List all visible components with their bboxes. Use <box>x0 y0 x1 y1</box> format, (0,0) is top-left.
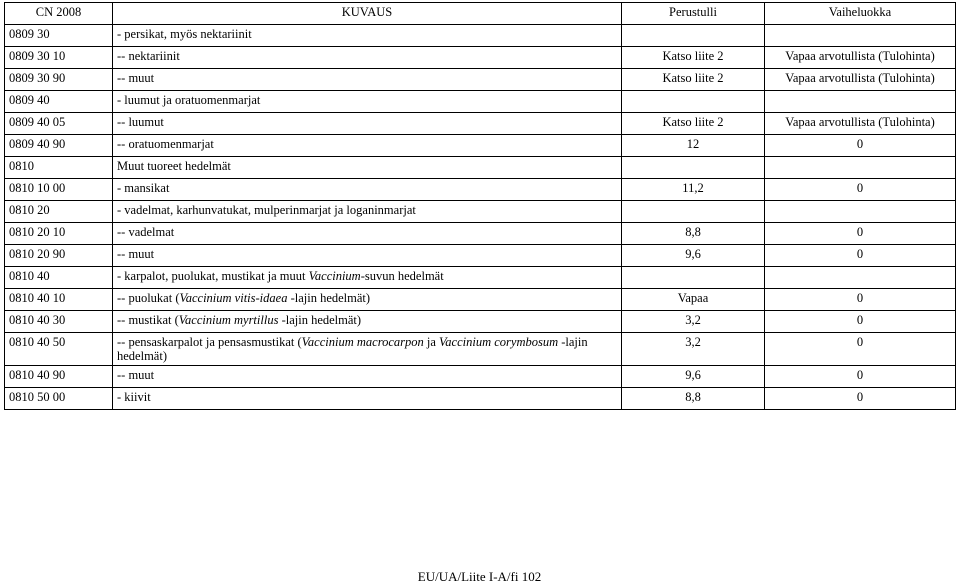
cn-code-cell: 0809 40 <box>5 91 113 113</box>
table-row <box>5 201 956 223</box>
description-text: - persikat, myös nektariinit <box>117 27 252 41</box>
description-cell <box>113 289 622 311</box>
table-row <box>5 25 956 47</box>
description-species-name: Vaccinium myrtillus <box>178 313 279 327</box>
base-duty-cell: Katso liite 2 <box>622 69 765 91</box>
staging-category-cell <box>765 267 956 289</box>
staging-category-cell: Vapaa arvotullista (Tulohinta) <box>765 113 956 135</box>
description-cell <box>113 25 622 47</box>
page-footer: EU/UA/Liite I-A/fi 102 <box>417 569 542 584</box>
description-cell <box>113 223 622 245</box>
description-species-name: Vaccinium corymbosum <box>439 335 559 349</box>
description-species-name: Vaccinium <box>308 269 361 283</box>
table-header-row <box>5 3 956 25</box>
description-species-name: Vaccinium vitis-idaea <box>179 291 288 305</box>
description-text: -- luumut <box>117 115 164 129</box>
description-cell <box>113 388 622 410</box>
description-text: -- pensaskarpalot ja pensasmustikat ( <box>117 335 302 349</box>
staging-category-cell: Vapaa arvotullista (Tulohinta) <box>765 69 956 91</box>
description-text: -lajin hedelmät) <box>117 335 588 363</box>
table-row <box>5 366 956 388</box>
cn-code-cell: 0810 10 00 <box>5 179 113 201</box>
description-text: -- muut <box>117 368 155 382</box>
base-duty-cell <box>622 267 765 289</box>
header-description: KUVAUS <box>113 3 622 25</box>
base-duty-cell: 12 <box>622 135 765 157</box>
staging-category-cell <box>765 201 956 223</box>
description-cell <box>113 201 622 223</box>
base-duty-cell: Vapaa <box>622 289 765 311</box>
staging-category-cell: 0 <box>765 289 956 311</box>
base-duty-cell: 8,8 <box>622 223 765 245</box>
cn-code-cell: 0810 40 90 <box>5 366 113 388</box>
table-row <box>5 333 956 366</box>
base-duty-cell: 9,6 <box>622 245 765 267</box>
cn-code-cell: 0810 50 00 <box>5 388 113 410</box>
table-row <box>5 267 956 289</box>
tariff-table <box>4 2 956 410</box>
table-row <box>5 69 956 91</box>
base-duty-cell <box>622 91 765 113</box>
table-row <box>5 47 956 69</box>
header-staging-category: Vaiheluokka <box>765 3 956 25</box>
header-base-duty: Perustulli <box>622 3 765 25</box>
table-row <box>5 245 956 267</box>
cn-code-cell: 0810 20 90 <box>5 245 113 267</box>
staging-category-cell <box>765 25 956 47</box>
cn-code-cell: 0810 40 50 <box>5 333 113 366</box>
description-text: -- mustikat ( <box>117 313 179 327</box>
staging-category-cell: 0 <box>765 135 956 157</box>
description-cell <box>113 91 622 113</box>
description-cell <box>113 69 622 91</box>
description-cell <box>113 366 622 388</box>
cn-code-cell: 0809 30 10 <box>5 47 113 69</box>
staging-category-cell <box>765 157 956 179</box>
description-cell <box>113 267 622 289</box>
staging-category-cell: 0 <box>765 366 956 388</box>
staging-category-cell: Vapaa arvotullista (Tulohinta) <box>765 47 956 69</box>
base-duty-cell: 3,2 <box>622 311 765 333</box>
cn-code-cell: 0810 20 10 <box>5 223 113 245</box>
staging-category-cell <box>765 91 956 113</box>
description-cell <box>113 179 622 201</box>
table-row <box>5 289 956 311</box>
table-row <box>5 223 956 245</box>
header-cn-code: CN 2008 <box>5 3 113 25</box>
base-duty-cell: 3,2 <box>622 333 765 366</box>
description-text: -lajin hedelmät) <box>278 313 362 327</box>
description-species-name: Vaccinium macrocarpon <box>301 335 424 349</box>
base-duty-cell: 11,2 <box>622 179 765 201</box>
description-cell <box>113 245 622 267</box>
description-text: -- muut <box>117 71 155 85</box>
cn-code-cell: 0810 20 <box>5 201 113 223</box>
table-row <box>5 311 956 333</box>
table-row <box>5 157 956 179</box>
description-cell <box>113 333 622 366</box>
description-cell <box>113 311 622 333</box>
table-row <box>5 388 956 410</box>
description-text: - karpalot, puolukat, mustikat ja muut <box>117 269 309 283</box>
base-duty-cell: Katso liite 2 <box>622 47 765 69</box>
description-text: -- puolukat ( <box>117 291 180 305</box>
cn-code-cell: 0809 30 <box>5 25 113 47</box>
description-text: - kiivit <box>117 390 151 404</box>
table-body <box>5 25 956 410</box>
staging-category-cell: 0 <box>765 179 956 201</box>
description-cell <box>113 47 622 69</box>
description-text: -- vadelmat <box>117 225 175 239</box>
cn-code-cell: 0809 40 05 <box>5 113 113 135</box>
cn-code-cell: 0809 30 90 <box>5 69 113 91</box>
table-row <box>5 179 956 201</box>
description-text: ja <box>423 335 440 349</box>
description-cell <box>113 135 622 157</box>
cn-code-cell: 0809 40 90 <box>5 135 113 157</box>
description-text: -- nektariinit <box>117 49 180 63</box>
staging-category-cell: 0 <box>765 245 956 267</box>
description-text: -- oratuomenmarjat <box>117 137 214 151</box>
base-duty-cell <box>622 157 765 179</box>
description-text: - mansikat <box>117 181 170 195</box>
base-duty-cell: 8,8 <box>622 388 765 410</box>
staging-category-cell: 0 <box>765 333 956 366</box>
description-cell <box>113 157 622 179</box>
description-text: -lajin hedelmät) <box>287 291 371 305</box>
table-row <box>5 91 956 113</box>
description-text: -suvun hedelmät <box>360 269 444 283</box>
cn-code-cell: 0810 40 30 <box>5 311 113 333</box>
staging-category-cell: 0 <box>765 223 956 245</box>
staging-category-cell: 0 <box>765 388 956 410</box>
table-row <box>5 135 956 157</box>
cn-code-cell: 0810 40 10 <box>5 289 113 311</box>
table-row <box>5 113 956 135</box>
staging-category-cell: 0 <box>765 311 956 333</box>
base-duty-cell: 9,6 <box>622 366 765 388</box>
description-text: - luumut ja oratuomenmarjat <box>117 93 261 107</box>
base-duty-cell <box>622 25 765 47</box>
description-text: - vadelmat, karhunvatukat, mulperinmarjat ja loganinmarjat <box>117 203 416 217</box>
description-text: Muut tuoreet hedelmät <box>117 159 231 173</box>
base-duty-cell: Katso liite 2 <box>622 113 765 135</box>
cn-code-cell: 0810 40 <box>5 267 113 289</box>
description-text: -- muut <box>117 247 155 261</box>
base-duty-cell <box>622 201 765 223</box>
cn-code-cell: 0810 <box>5 157 113 179</box>
description-cell <box>113 113 622 135</box>
